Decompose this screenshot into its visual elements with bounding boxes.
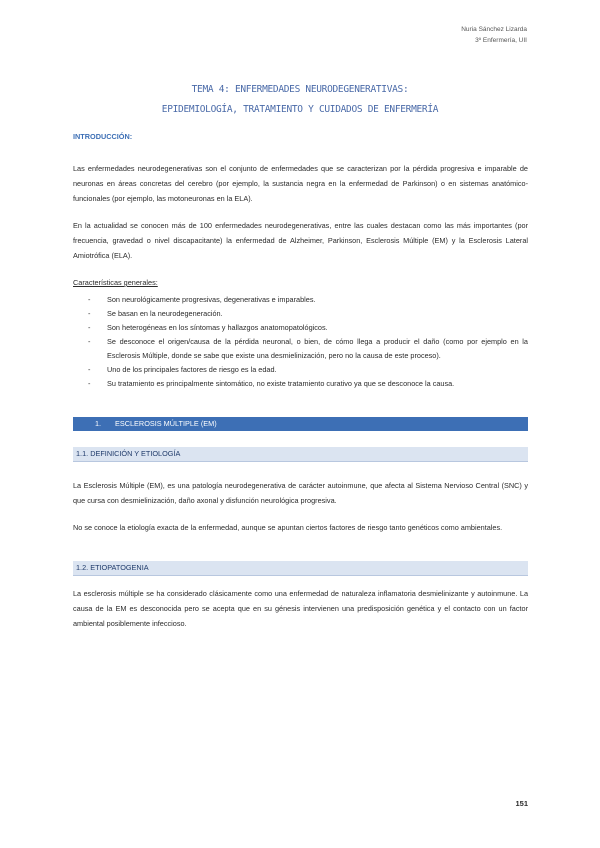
list-item: - Son heterogéneas en los síntomas y hallazgos anatomopatológicos. bbox=[88, 323, 328, 332]
features-list bbox=[73, 293, 528, 391]
intro-paragraph-1: Las enfermedades neurodegenerativas son el conjunto de enfermedades que se caracterizan por la pérdida progresiva e imparable de neuronas en áreas concretas del cerebro (por ejemplo, la sustancia negra en la enfermedad de Parkinson) o en sistemas anatómico-funcionales (por ejemplo, las motoneuronas en la ELA). bbox=[73, 164, 528, 203]
section-heading-esclerosis-multiple bbox=[73, 417, 528, 431]
page-header bbox=[461, 24, 527, 46]
subsection-heading-definicion: 1.1. DEFINICIÓN Y ETIOLOGÍA bbox=[73, 447, 528, 462]
section-label: ESCLEROSIS MÚLTIPLE (EM) bbox=[115, 419, 217, 428]
title-line-2: EPIDEMIOLOGÍA, TRATAMIENTO Y CUIDADOS DE ENFERMERÍA bbox=[161, 104, 439, 115]
intro-heading: INTRODUCCIÓN: bbox=[73, 132, 133, 141]
etiopatogenia-paragraph-1: La esclerosis múltiple se ha considerado clásicamente como una enfermedad de naturaleza inflamatoria desmielinizante y autoinmune. La causa de la EM es desconocida pero se acepta que en su génesis intervienen una predisposición genética y el contacto con un factor ambiental posiblemente infeccioso. bbox=[73, 589, 528, 628]
intro-paragraph-2: En la actualidad se conocen más de 100 enfermedades neurodegenerativas, entre las cuales destacan como las más importantes (por frecuencia, gravedad o nivel discapacitante) la enfermedad de Alzheimer, Parkinson, Esclerosis Múltiple (EM) y la Esclerosis Lateral Amiotrófica (ELA). bbox=[73, 221, 528, 260]
page-number: 151 bbox=[515, 799, 528, 808]
list-item: - Se desconoce el origen/causa de la pérdida neuronal, o bien, de cómo llega a producir el daño (como por ejemplo en la Esclerosis Múltiple, donde se sabe que existe una desmielinización, pero no la causa de este proceso). bbox=[88, 337, 528, 360]
subsection-heading-etiopatogenia: 1.2. ETIOPATOGENIA bbox=[73, 561, 528, 576]
document-title bbox=[0, 80, 600, 120]
list-item: - Son neurológicamente progresivas, degenerativas e imparables. bbox=[88, 295, 316, 304]
header-course: 3º Enfermería, UII bbox=[475, 37, 527, 44]
list-item: - Se basan en la neurodegeneración. bbox=[88, 309, 223, 318]
list-item: - Uno de los principales factores de riesgo es la edad. bbox=[88, 365, 277, 374]
features-heading: Características generales: bbox=[73, 278, 158, 287]
main-content bbox=[73, 129, 528, 631]
list-item: - Su tratamiento es principalmente sintomático, no existe tratamiento curativo ya que se desconoce la causa. bbox=[88, 379, 455, 388]
section-number: 1. bbox=[95, 419, 102, 428]
definicion-paragraph-1: La Esclerosis Múltiple (EM), es una patología neurodegenerativa de carácter autoinmune, que afecta al Sistema Nervioso Central (SNC) y que cursa con desmielinización, daño axonal y disfunción neurológica progresiva. bbox=[73, 481, 528, 505]
title-line-1: TEMA 4: ENFERMEDADES NEURODEGENERATIVAS: bbox=[191, 84, 409, 95]
header-author: Nuria Sánchez Lizarda bbox=[461, 26, 527, 33]
definicion-paragraph-2: No se conoce la etiología exacta de la enfermedad, aunque se apuntan ciertos factores de riesgo tanto genéticos como ambientales. bbox=[73, 523, 503, 532]
